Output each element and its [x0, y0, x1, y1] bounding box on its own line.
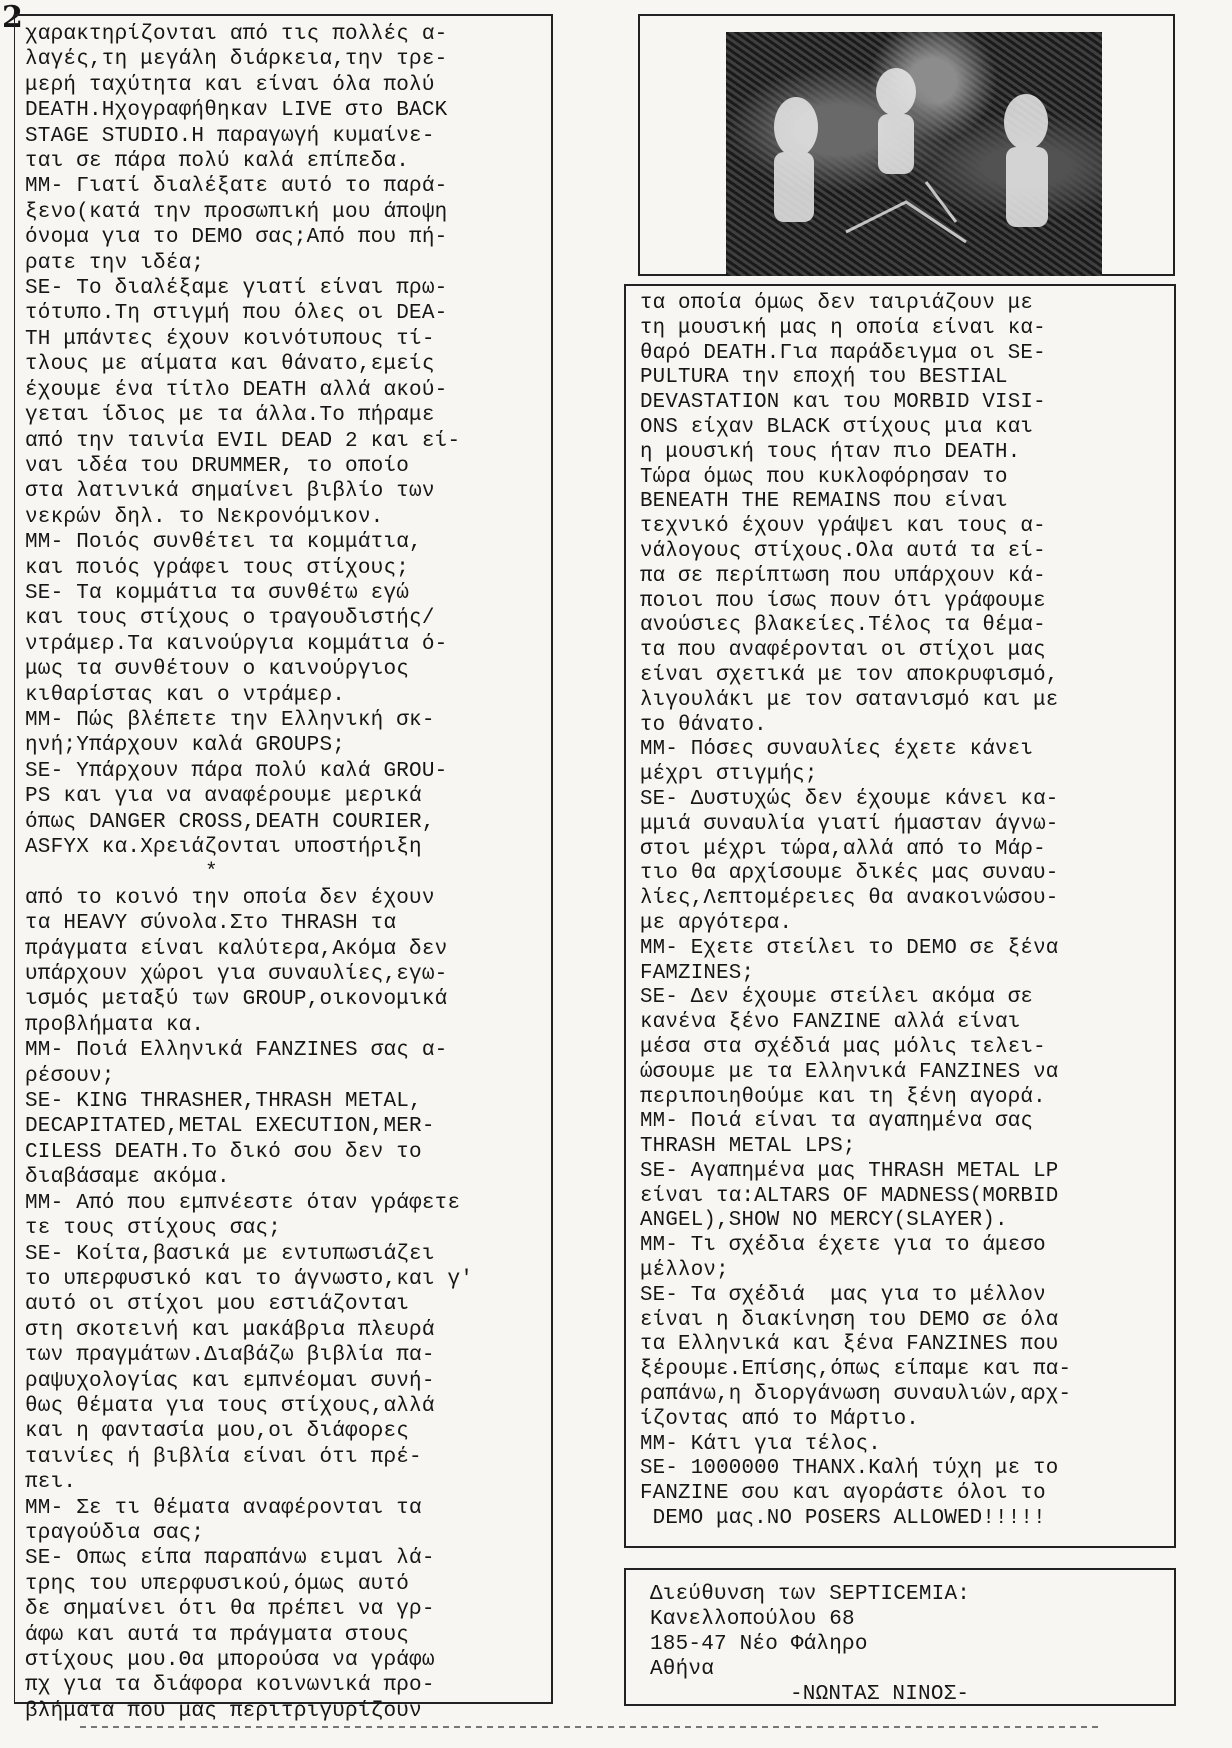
text-line: Κανελλοπούλου 68 [650, 1608, 855, 1631]
text-line: SE- Το διαλέξαμε γιατί είναι πρω- [25, 277, 448, 301]
text-line: SE- Υπάρχουν πάρα πολύ καλά GROU- [25, 759, 448, 783]
text-line: ώσουμε με τα Ελληνικά FANZINES να [640, 1060, 1059, 1084]
text-line: το θάνατο. [640, 713, 767, 737]
text-line: πράγματα είναι καλύτερα,Ακόμα δεν [25, 937, 448, 961]
text-line: DEMO μας.NO POSERS ALLOWED!!!!! [640, 1507, 1046, 1531]
text-line: MM- Πόσες συναυλίες έχετε κάνει [640, 738, 1034, 762]
text-line: ναι ιδέα του DRUMMER, το οποίο [25, 454, 410, 478]
text-line: SE- Δεν έχουμε στείλει ακόμα σε [640, 986, 1034, 1010]
text-line: SE- Τα σχέδιά μας για το μέλλον [640, 1283, 1046, 1307]
text-line: είναι η διακίνηση του DEMO σε όλα [640, 1308, 1059, 1332]
text-line: τα HEAVY σύνολα.Στο THRASH τα [25, 912, 397, 936]
text-line: SE- 1000000 THANX.Καλή τύχη με το [640, 1457, 1059, 1481]
right-text-block [640, 292, 1160, 1532]
text-line: λιγουλάκι με τον σατανισμό και με [640, 688, 1059, 712]
text-line: τε τους στίχους σας; [25, 1217, 282, 1241]
text-line: ντράμερ.Τα καινούργια κομμάτια ό- [25, 632, 448, 656]
text-line: MM- Από που εμπνέεστε όταν γράφετε [25, 1191, 461, 1215]
text-line: από το κοινό την οποία δεν έχουν [25, 886, 435, 910]
text-line: τα Ελληνικά και ξένα FANZINES που [640, 1333, 1059, 1357]
text-line: ταινίες ή βιβλία είναι ότι πρέ- [25, 1445, 422, 1469]
text-line: είναι σχετικά με τον αποκρυφισμό, [640, 663, 1059, 687]
text-line: τραγούδια σας; [25, 1521, 205, 1545]
text-line: στίχους μου.Θα μπορούσα να γράφω [25, 1649, 435, 1672]
text-line: θαρό DEATH.Για παράδειγμα οι SE- [640, 341, 1046, 365]
text-line: MM- Τι σχέδια έχετε για το άμεσο [640, 1234, 1046, 1258]
text-line: ραπάνω,η διοργάνωση συναυλιών,αρχ- [640, 1383, 1072, 1407]
text-line: ται σε πάρα πολύ καλά επίπεδα. [25, 150, 410, 174]
text-line: των πραγμάτων.Διαβάζω βιβλία πα- [25, 1344, 435, 1368]
text-line: στοι μέχρι τώρα,αλλά από το Μάρ- [640, 837, 1046, 861]
text-line: και τους στίχους ο τραγουδιστής/ [25, 607, 435, 631]
text-line: ανούσιες βλακείες.Τέλος τα θέμα- [640, 614, 1046, 638]
text-line: μερή ταχύτητα και είναι όλα πολύ [25, 73, 435, 97]
text-line: από την ταινία EVIL DEAD 2 και εί- [25, 429, 461, 453]
text-line: τα οποία όμως δεν ταιριάζουν με [640, 292, 1034, 315]
band-photo [726, 32, 1102, 276]
text-line: η μουσική τους ήταν πιο DEATH. [640, 440, 1021, 464]
text-line: STAGE STUDIO.Η παραγωγή κυμαίνε- [25, 124, 435, 148]
text-line: Διεύθυνση των SEPTICEMIA: [650, 1583, 971, 1606]
text-line: με αργότερα. [640, 911, 793, 935]
text-line: DEATH.Ηχογραφήθηκαν LIVE στο BACK [25, 99, 448, 123]
text-line: δε σημαίνει ότι θα πρέπει να γρ- [25, 1598, 435, 1622]
text-line: στη σκοτεινή και μακάβρια πλευρά [25, 1318, 435, 1342]
text-line: μμιά συναυλία γιατί ήμασταν άγνω- [640, 812, 1059, 836]
text-line: SE- Κοίτα,βασικά με εντυπωσιάζει [25, 1242, 435, 1266]
text-line: χαρακτηρίζονται από τις πολλές α- [25, 23, 448, 46]
text-line: PULTURA την εποχή του BESTIAL [640, 366, 1008, 390]
text-line: τλους με αίματα και θάνατο,εμείς [25, 353, 435, 377]
text-line: DECAPITATED,METAL EXECUTION,MER- [25, 1115, 435, 1139]
right-column [624, 284, 1176, 1548]
text-line: DEVASTATION και του MORBID VISI- [640, 391, 1046, 415]
text-line: 185-47 Νέο Φάληρο [650, 1633, 868, 1656]
text-line: SE- Τα κομμάτια τα συνθέτω εγώ [25, 581, 410, 605]
text-line: SE- KING THRASHER,THRASH METAL, [25, 1090, 422, 1114]
text-line: πα σε περίπτωση που υπάρχουν κά- [640, 564, 1046, 588]
text-line: TH μπάντες έχουν κοινότυπους τί- [25, 327, 435, 351]
photo-frame [638, 14, 1175, 276]
text-line: Τώρα όμως που κυκλοφόρησαν το [640, 465, 1008, 489]
address-box [624, 1568, 1176, 1706]
text-line: θως θέματα για τους στίχους,αλλά [25, 1394, 435, 1418]
text-line: MM- Ποιός συνθέτει τα κομμάτια, [25, 531, 422, 555]
text-line: BENEATH THE REMAINS που είναι [640, 490, 1008, 514]
text-line: SE- Αγαπημένα μας THRASH METAL LP [640, 1159, 1059, 1183]
left-text-block-1 [25, 22, 541, 860]
text-line: ίζοντας από το Μάρτιο. [640, 1407, 919, 1431]
text-line: ξενο(κατά την προσωπική μου άποψη [25, 200, 448, 224]
text-line: πει. [25, 1471, 77, 1495]
text-line: MM- Ποιά Ελληνικά FANZINES σας α- [25, 1039, 448, 1063]
text-line: τη μουσική μας η οποία είναι κα- [640, 316, 1046, 340]
text-line: κιθαρίστας και ο ντράμερ. [25, 683, 346, 707]
text-line: μέλλον; [640, 1259, 729, 1283]
text-line: κανένα ξένο FANZINE αλλά είναι [640, 1011, 1021, 1035]
text-line: τρης του υπερφυσικού,όμως αυτό [25, 1572, 410, 1596]
text-line: CILESS DEATH.Το δικό σου δεν το [25, 1140, 422, 1164]
text-line: μέσα στα σχέδιά μας μόλις τελει- [640, 1035, 1046, 1059]
text-line: λίες,Λεπτομέρειες θα ανακοινώσου- [640, 887, 1059, 911]
text-line: το υπερφυσικό και το άγνωστο,και γ' [25, 1267, 474, 1291]
signature: -ΝΩΝΤΑΣ ΝΙΝΟΣ- [790, 1683, 970, 1706]
text-line: ισμός μεταξύ των GROUP,οικονομικά [25, 988, 448, 1012]
left-column [14, 14, 553, 1723]
text-line: FANZINE σου και αγοράστε όλοι το [640, 1482, 1046, 1506]
text-line: πχ για τα διάφορα κοινωνικά προ- [25, 1674, 435, 1698]
text-line: ποιοι που ίσως πουν ότι γράφουμε [640, 589, 1046, 613]
text-line: ASFYX κα.Χρειάζονται υποστήριξη [25, 836, 422, 859]
text-line: FAMZINES; [640, 961, 755, 985]
text-line: έχουμε ένα τίτλο DEATH αλλά ακού- [25, 378, 448, 402]
left-text-block-2 [25, 886, 541, 1724]
text-line: στα λατινικά σημαίνει βιβλίο των [25, 480, 435, 504]
text-line: αυτό οι στίχοι μου εστιάζονται [25, 1293, 410, 1317]
text-line: τεχνικό έχουν γράψει και τους α- [640, 515, 1046, 539]
text-line: ξέρουμε.Επίσης,όπως είπαμε και πα- [640, 1358, 1072, 1382]
text-line: τα που αναφέρονται οι στίχοι μας [640, 639, 1046, 663]
text-line: Αθήνα [650, 1658, 715, 1681]
text-line: MM- Πώς βλέπετε την Ελληνική σκ- [25, 708, 435, 732]
text-line: MM- Γιατί διαλέξατε αυτό το παρά- [25, 175, 448, 199]
text-line: τότυπο.Τη στιγμή που όλες οι DEA- [25, 302, 448, 326]
text-line: ρέσουν; [25, 1064, 115, 1088]
text-line: και ποιός γράφει τους στίχους; [25, 556, 410, 580]
text-line: THRASH METAL LPS; [640, 1135, 856, 1159]
text-line: όπως DANGER CROSS,DEATH COURIER, [25, 810, 435, 834]
text-line: MM- Ποιά είναι τα αγαπημένα σας [640, 1110, 1034, 1134]
page-number: 2 [2, 0, 23, 35]
text-line: προβλήματα κα. [25, 1013, 205, 1037]
text-line: υπάρχουν χώροι για συναυλίες,εγω- [25, 963, 448, 987]
text-line: νάλογους στίχους.Ολα αυτά τα εί- [640, 539, 1046, 563]
bottom-dashed-line [80, 1726, 1100, 1728]
text-line: ρατε την ιδέα; [25, 251, 205, 275]
text-line: ραψυχολογίας και εμπνέομαι συνή- [25, 1369, 435, 1393]
text-line: περιποιηθούμε και τη ξένη αγορά. [640, 1085, 1046, 1109]
text-line: όνομα για το DEMO σας;Από που πή- [25, 226, 448, 250]
text-line: ONS είχαν BLACK στίχους μια και [640, 415, 1034, 439]
text-line: MM- Εχετε στείλει το DEMO σε ξένα [640, 936, 1059, 960]
text-line: SE- Οπως είπα παραπάνω ειμαι λά- [25, 1547, 435, 1571]
text-line: λαγές,τη μεγάλη διάρκεια,την τρε- [25, 48, 448, 72]
star-mark: * [205, 861, 218, 885]
text-line: ηνή;Υπάρχουν καλά GROUPS; [25, 734, 346, 758]
address-lines [650, 1582, 1150, 1682]
text-line: γεται ίδιος με τα άλλα.Το πήραμε [25, 404, 435, 428]
text-line: PS και για να αναφέρουμε μερικά [25, 785, 422, 809]
text-line: διαβάσαμε ακόμα. [25, 1166, 230, 1190]
text-line: μέχρι στιγμής; [640, 763, 818, 787]
text-line: MM- Κάτι για τέλος. [640, 1432, 881, 1456]
text-line: άφω και αυτά τα πράγματα στους [25, 1623, 410, 1647]
text-line: ANGEL),SHOW NO MERCY(SLAYER). [640, 1209, 1008, 1233]
text-line: είναι τα:ALTARS OF MADNESS(MORBID [640, 1184, 1059, 1208]
text-line: SE- Δυστυχώς δεν έχουμε κάνει κα- [640, 787, 1059, 811]
text-line: και η φαντασία μου,οι διάφορες [25, 1420, 410, 1444]
text-line: τιο θα αρχίσουμε δικές μας συναυ- [640, 862, 1059, 886]
text-line: MM- Σε τι θέματα αναφέρονται τα [25, 1496, 422, 1520]
text-line: βλήματα που μας περιτριγυρίζουν [25, 1699, 422, 1723]
text-line: μως τα συνθέτουν ο καινούργιος [25, 658, 410, 682]
text-line: νεκρών δηλ. το Νεκρονόμικον. [25, 505, 384, 529]
